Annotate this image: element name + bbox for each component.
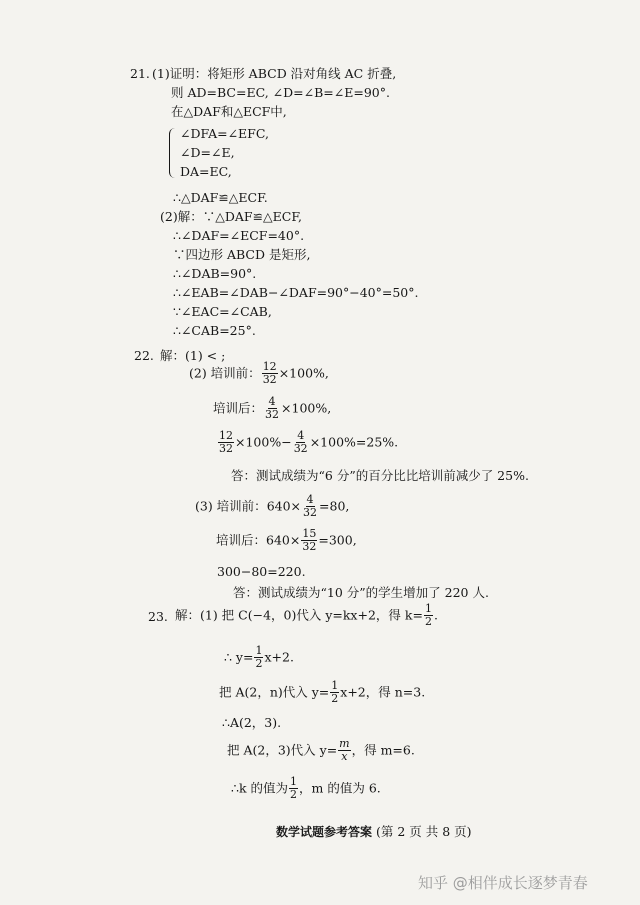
q22-part3-after-result: =300, (318, 532, 357, 548)
fraction-numerator: 1 (424, 602, 432, 615)
q22-subtraction: 300−80=220. (217, 564, 306, 579)
fraction-numerator: 1 (255, 644, 263, 657)
q23-m-over-x-fraction (338, 738, 350, 764)
q23-number: 23. (148, 609, 168, 624)
q22-after-fraction (264, 396, 280, 422)
q21-number: 21. (130, 66, 150, 81)
fraction-denominator: 32 (219, 442, 233, 456)
fraction-numerator: 12 (262, 360, 277, 373)
q22-number: 22. (134, 348, 154, 363)
fraction-denominator: 2 (424, 615, 432, 629)
q22-part3-after-fraction (301, 528, 317, 554)
q22-answer-1: 答：测试成绩为“6 分”的百分比比培训前减少了 25%. (231, 468, 529, 483)
q22-before-fraction (262, 361, 278, 387)
q23-line-4: ∴A(2，3). (222, 715, 282, 730)
fraction-numerator: 12 (219, 429, 233, 442)
q21-line-1: (1)证明：将矩形 ABCD 沿对角线 AC 折叠, (152, 66, 397, 81)
q23-line-3-end: x+2，得 n=3. (340, 684, 426, 700)
q21-part2-line-7: ∴∠CAB=25°. (173, 323, 256, 338)
equation-brace (169, 128, 177, 178)
q23-line-6 (231, 776, 381, 802)
q22-part3-before-expr: 640× (266, 498, 302, 514)
q23-line-6-end: ，m 的值为 6. (299, 780, 381, 796)
q22-before-line (189, 361, 329, 387)
q22-part3-before-result: =80, (319, 498, 350, 514)
q21-part2-line-3: ∵四边形 ABCD 是矩形, (173, 247, 311, 262)
q21-part2-line-6: ∵∠EAC=∠CAB, (173, 304, 272, 319)
q21-part2-line-1: (2)解：∵△DAF≌△ECF, (160, 209, 303, 224)
fraction-denominator: 2 (255, 657, 263, 671)
q23-k-value-fraction (289, 776, 298, 802)
q23-line-6-start: ∴k 的值为 (231, 780, 289, 796)
q23-line-3 (219, 680, 425, 706)
q22-part3-before-label: (3) 培训前： (195, 498, 267, 514)
fraction-denominator: x (341, 750, 348, 764)
q23-slope-fraction (254, 645, 263, 671)
fraction-numerator: m (339, 737, 350, 750)
q23-line-3-start: 把 A(2，n)代入 y= (219, 684, 330, 700)
q22-diff-fraction-2 (293, 430, 309, 456)
q22-before-percent: ×100%, (278, 365, 329, 381)
q22-difference-line: $\frac{12}{32}$ ×100%− $\frac{4}{32}$ ×100%=25%. (219, 429, 399, 456)
q21-line-2: 则 AD=BC=EC, ∠D=∠B=∠E=90°. (171, 85, 390, 100)
q22-part3-after-line (216, 528, 357, 554)
q22-part3-before-line (195, 494, 349, 520)
q21-system-3: DA=EC, (180, 164, 232, 179)
q21-part2-line-2: ∴∠DAF=∠ECF=40°. (173, 228, 305, 243)
watermark: 知乎 @相伴成长逐梦青春 (418, 874, 588, 892)
q23-line-5-start: 把 A(2，3)代入 y= (227, 742, 338, 758)
q22-part3-before-fraction (302, 494, 318, 520)
q22-part3-after-label: 培训后： (216, 532, 267, 548)
q23-line-3-fraction (330, 680, 339, 706)
q23-line-5-end: ，得 m=6. (351, 742, 415, 758)
q22-after-label: 培训后： (213, 400, 264, 416)
fraction-denominator: 32 (293, 442, 308, 456)
q23-line-1-text: 解：(1) 把 C(−4，0)代入 y=kx+2，得 k= (175, 607, 423, 623)
q21-line-3: 在△DAF和△ECF中, (171, 104, 287, 119)
q22-after-line (213, 396, 331, 422)
q22-diff-fraction-1 (218, 430, 234, 456)
fraction-denominator: 2 (290, 788, 298, 802)
fraction-numerator: 15 (302, 527, 317, 540)
q23-line-5 (227, 738, 415, 764)
q22-after-percent: ×100%, (281, 400, 332, 416)
q21-system-2: ∠D=∠E, (180, 145, 235, 160)
q23-line-2 (224, 645, 294, 671)
q23-line-2-start: ∴ y= (224, 649, 254, 665)
page-footer (276, 826, 472, 839)
fraction-numerator: 1 (290, 775, 298, 788)
q22-before-label: (2) 培训前： (189, 365, 261, 381)
fraction-denominator: 32 (262, 373, 277, 387)
fraction-denominator: 32 (265, 408, 280, 422)
fraction-denominator: 2 (331, 692, 339, 706)
q23-line-2-end: x+2. (264, 649, 294, 665)
q23-line-1: 解：(1) 把 C(−4，0)代入 y=kx+2，得 k= $\frac{1}{2}$ . (175, 602, 438, 629)
q22-part3-after-expr: 640× (266, 532, 301, 548)
fraction-numerator: 4 (297, 429, 305, 442)
fraction-numerator: 4 (306, 493, 314, 506)
q22-answer-2: 答：测试成绩为“10 分”的学生增加了 220 人. (233, 585, 489, 600)
q22-diff-result: ×100%=25%. (309, 434, 399, 450)
fraction-denominator: 32 (303, 506, 318, 520)
q21-part2-line-4: ∴∠DAB=90°. (173, 266, 257, 281)
q21-conclusion: ∴△DAF≌△ECF. (173, 190, 268, 205)
q21-system-1: ∠DFA=∠EFC, (180, 126, 269, 141)
fraction-numerator: 4 (268, 395, 276, 408)
footer-title: 数学试题参考答案 (276, 825, 373, 839)
fraction-numerator: 1 (331, 679, 339, 692)
q22-part1: 解：(1) < ; (160, 348, 226, 363)
q21-part2-line-5: ∴∠EAB=∠DAB−∠DAF=90°−40°=50°. (173, 285, 419, 300)
footer-page-number: (第 2 页 共 8 页) (376, 824, 472, 839)
fraction-denominator: 32 (302, 540, 317, 554)
q23-k-fraction (424, 603, 433, 629)
